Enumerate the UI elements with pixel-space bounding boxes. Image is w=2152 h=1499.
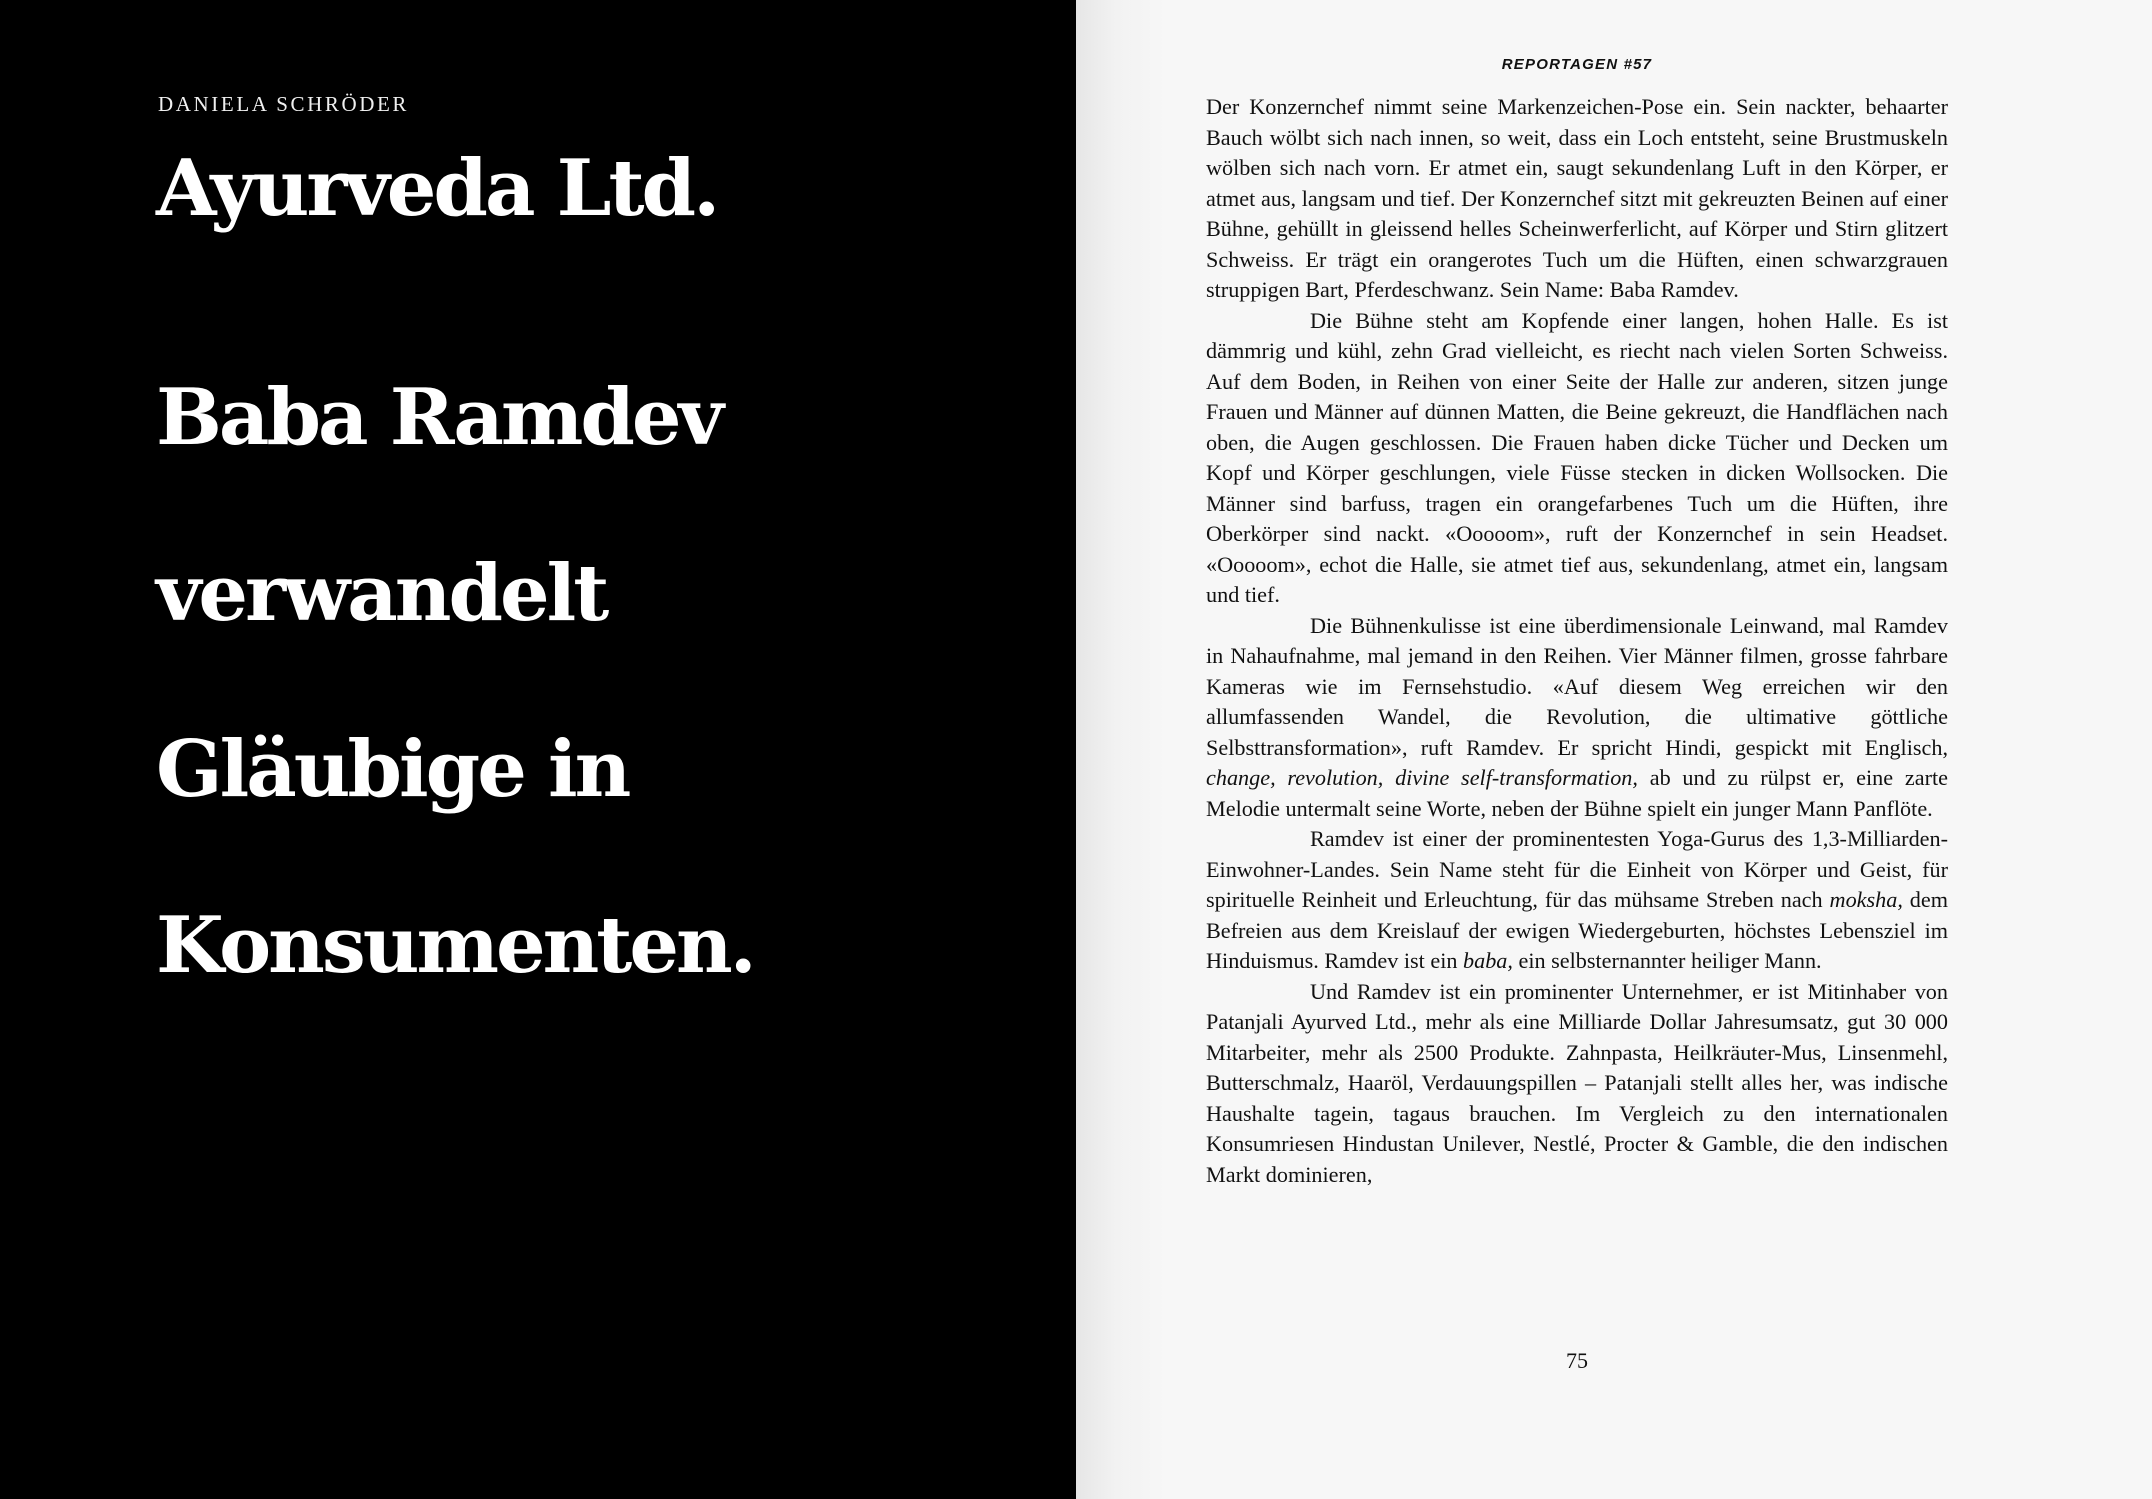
italic-phrase: change, revolution, divine self-transformation,: [1206, 765, 1638, 790]
text-run: Und Ramdev ist ein prominenter Unternehmer, er ist Mitinhaber von Patanjali Ayurved Ltd., mehr als eine Milliarde Dollar Jahresumsatz, gut 30 000 Mitarbeiter, mehr als 2500 Produkte. Zahnpasta, Heilkräuter-Mus, Linsenmehl, Butterschmalz, Haaröl, Verdauungspillen – Patanjali stellt alles her, was indische Haushalte tagein, tagaus brauchen. Im Vergleich zu den internationalen Konsumriesen Hindustan Unilever, Nestlé, Procter & Gamble, die den indischen Markt dominieren,: [1206, 978, 1948, 1187]
italic-phrase: moksha,: [1829, 887, 1903, 912]
article-body: [1206, 92, 1948, 1190]
article-subheadline: [156, 286, 856, 990]
right-page-body: [1076, 0, 2152, 1499]
body-paragraph: [1206, 611, 1948, 825]
subhead-line: Gläubige in: [156, 724, 629, 815]
body-paragraph: [1206, 92, 1948, 306]
text-run: Die Bühne steht am Kopfende einer langen, hohen Halle. Es ist dämmrig und kühl, zehn Grad vielleicht, es riecht nach vielen Sorten Schweiss. Auf dem Boden, in Reihen von einer Seite der Halle zur anderen, sitzen junge Frauen und Männer auf dünnen Matten, die Beine gekreuzt, die Handflächen nach oben, die Augen geschlossen. Die Frauen haben dicke Tücher und Decken um Kopf und Körper geschlungen, viele Füsse stecken in dicken Wollsocken. Die Männer sind barfuss, tragen ein orangefarbenes Tuch um die Hüften, ihre Oberkörper sind nackt. «Ooooom», ruft der Konzernchef in sein Headset. «Ooooom», echot die Halle, sie atmet tief aus, sekundenlang, atmet ein, langsam und tief.: [1206, 307, 1948, 607]
subhead-line: Baba Ramdev: [156, 372, 721, 463]
author-byline: DANIELA SCHRÖDER: [158, 92, 410, 116]
text-run: ein selbsternannter heiliger Mann.: [1512, 948, 1822, 973]
page-number: 75: [1566, 1348, 1588, 1373]
body-paragraph: [1206, 306, 1948, 611]
body-paragraph: [1206, 824, 1948, 977]
running-head: REPORTAGEN #57: [1501, 56, 1653, 73]
body-paragraph: [1206, 977, 1948, 1191]
subhead-line: verwandelt: [156, 548, 607, 639]
article-headline: Ayurveda Ltd.: [156, 143, 718, 234]
text-run: ab und zu rülpst er, eine zarte Melodie untermalt seine Worte, neben der Bühne spielt ein junger Mann Panflöte.: [1206, 765, 1948, 821]
subhead-line: Konsumenten.: [156, 900, 754, 991]
italic-phrase: baba,: [1463, 948, 1513, 973]
text-run: Ramdev ist einer der prominentesten Yoga-Gurus des 1,3-Milliarden-Einwohner-Landes. Sein Name steht für die Einheit von Körper und Geist, für spirituelle Reinheit und Erleuchtung, für das mühsame Streben nach: [1206, 826, 1948, 912]
text-run: dem Befreien aus dem Kreislauf der ewigen Wiedergeburten, höchstes Lebensziel im Hinduismus. Ramdev ist ein: [1206, 887, 1949, 973]
text-run: Die Bühnenkulisse ist eine überdimensionale Leinwand, mal Ramdev in Nahaufnahme, mal jemand in den Reihen. Vier Männer filmen, grosse fahrbare Kameras wie im Fernsehstudio. «Auf diesem Weg erreichen wir den allumfassenden Wandel, die Revolution, die ultimative göttliche Selbsttransformation», ruft Ramdev. Er spricht Hindi, gespickt mit Englisch,: [1206, 612, 1948, 760]
text-run: Der Konzernchef nimmt seine Markenzeichen-Pose ein. Sein nackter, behaarter Bauch wölbt sich nach innen, so weit, dass ein Loch entsteht, seine Brustmuskeln wölben sich nach vorn. Er atmet ein, saugt sekundenlang Luft in den Körper, er atmet aus, langsam und tief. Der Konzernchef sitzt mit gekreuzten Beinen auf einer Bühne, gehüllt in gleissend helles Scheinwerferlicht, auf Körper und Stirn glitzert Schweiss. Er trägt ein orangerotes Tuch um die Hüften, einen schwarzgrauen struppigen Bart, Pferdeschwanz. Sein Name: Baba Ramdev.: [1206, 94, 1948, 302]
